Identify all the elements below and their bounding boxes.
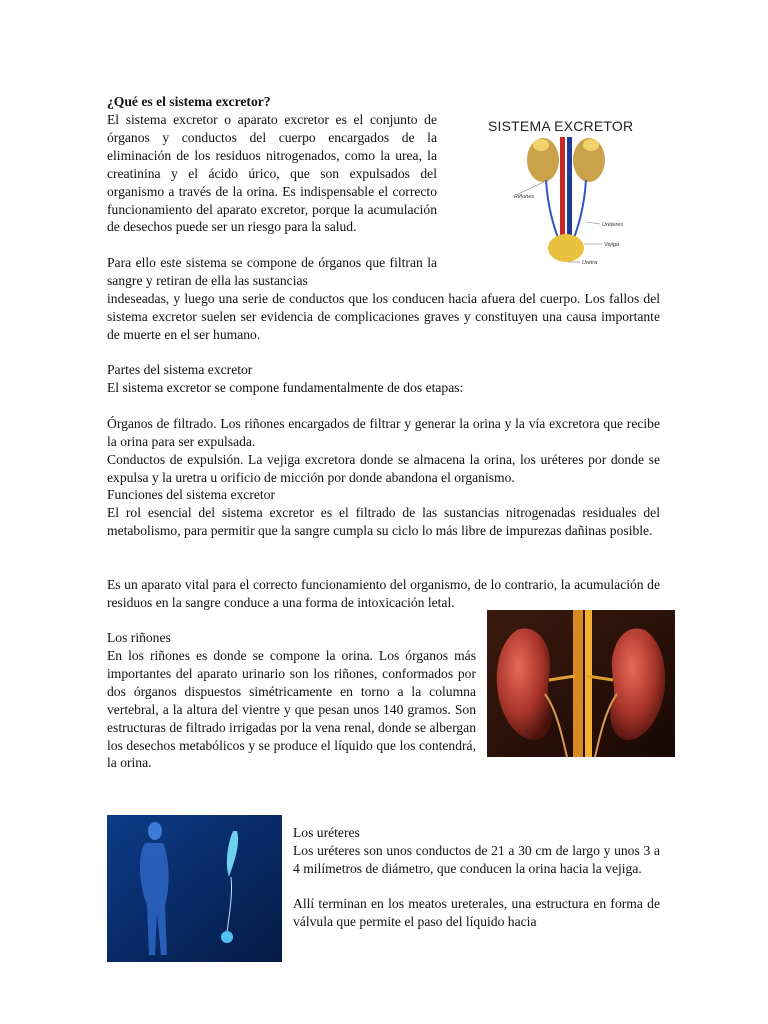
diagram-title: SISTEMA EXCRETOR (488, 118, 634, 134)
functions-text: El rol esencial del sistema excretor es el filtrado de las sustancias nitrogenadas residuales del metabolismo, para permitir que la sangre cumpla su ciclo lo más libre de impurezas dañinas posible. (107, 505, 660, 538)
intro-paragraph-2-end: indeseadas, y luego una serie de conductos que los conducen hacia afuera del cuerpo. Los fallos del sistema excretor suelen ser evidencia de complicaciones graves y constituyen una causa importante de muerte en el ser humano. (107, 291, 660, 342)
parts-title: Partes del sistema excretor (107, 362, 253, 377)
kidneys-illustration (487, 610, 675, 757)
intro-paragraph-2-start: Para ello este sistema se compone de órganos que filtran la sangre y retiran de ella las sustancias (107, 255, 437, 288)
functions-title: Funciones del sistema excretor (107, 487, 275, 502)
left-ureter (546, 180, 560, 244)
right-adrenal (583, 139, 599, 151)
kidneys-text: En los riñones es donde se compone la orina. Los órganos más importantes del aparato urinario son los riñones, conformados por dos órganos dispuestos simétricamente en torno a la columna vertebral, a la altura del vientre y que pesan unos 140 gramos. Son estructuras de filtrado irrigadas por la vena renal, donde se albergan los desechos metabólicos y se produce el líquido que los contendrá, la orina. (107, 648, 476, 771)
ureters-text-1: Los uréteres son unos conductos de 21 a 30 cm de largo y unos 3 a 4 milímetros de diámetro, que conducen la orina hacia la vejiga. (293, 843, 660, 876)
diagram-illustration (448, 92, 684, 272)
label-bladder: Vejiga (604, 242, 620, 248)
parts-filtering: Órganos de filtrado. Los riñones encargados de filtrar y generar la orina y la vía excretora que recibe la orina para ser expulsada. (107, 416, 660, 449)
label-urethra: Uretra (582, 260, 598, 266)
ureters-title: Los uréteres (293, 825, 360, 840)
ureters-illustration (107, 815, 282, 962)
excretory-system-diagram (448, 92, 684, 272)
heading: ¿Qué es el sistema excretor? (107, 94, 271, 109)
left-adrenal (533, 139, 549, 151)
ureters-image (107, 815, 282, 962)
parts-expulsion: Conductos de expulsión. La vejiga excretora donde se almacena la orina, los uréteres por donde se expulsa y la uretra u orificio de micción por donde abandona el organismo. (107, 452, 660, 485)
functions-vital: Es un aparato vital para el correcto funcionamiento del organismo, de lo contrario, la acumulación de residuos en la sangre conduce a una forma de intoxicación letal. (107, 577, 660, 610)
label-kidneys: Riñones (514, 194, 535, 200)
parts-intro: El sistema excretor se compone fundamentalmente de dos etapas: (107, 380, 464, 395)
right-ureter (572, 180, 586, 244)
label-ureters: Uréteres (602, 222, 624, 228)
intro-paragraph: El sistema excretor o aparato excretor es el conjunto de órganos y conductos del cuerpo encargados de la eliminación de los residuos nitrogenados, como la urea, la creatinina y el ácido úrico, que son expulsados del organismo a través de la orina. Es indispensable el correcto funcionamiento del aparato excretor, porque la acumulación de desechos puede ser un riesgo para la salud. (107, 112, 437, 235)
kidneys-image (487, 610, 675, 757)
bladder (548, 234, 584, 262)
kidneys-title: Los riñones (107, 630, 171, 645)
ureters-text-2: Allí terminan en los meatos ureterales, una estructura en forma de válvula que permite el paso del líquido hacia (293, 896, 660, 929)
